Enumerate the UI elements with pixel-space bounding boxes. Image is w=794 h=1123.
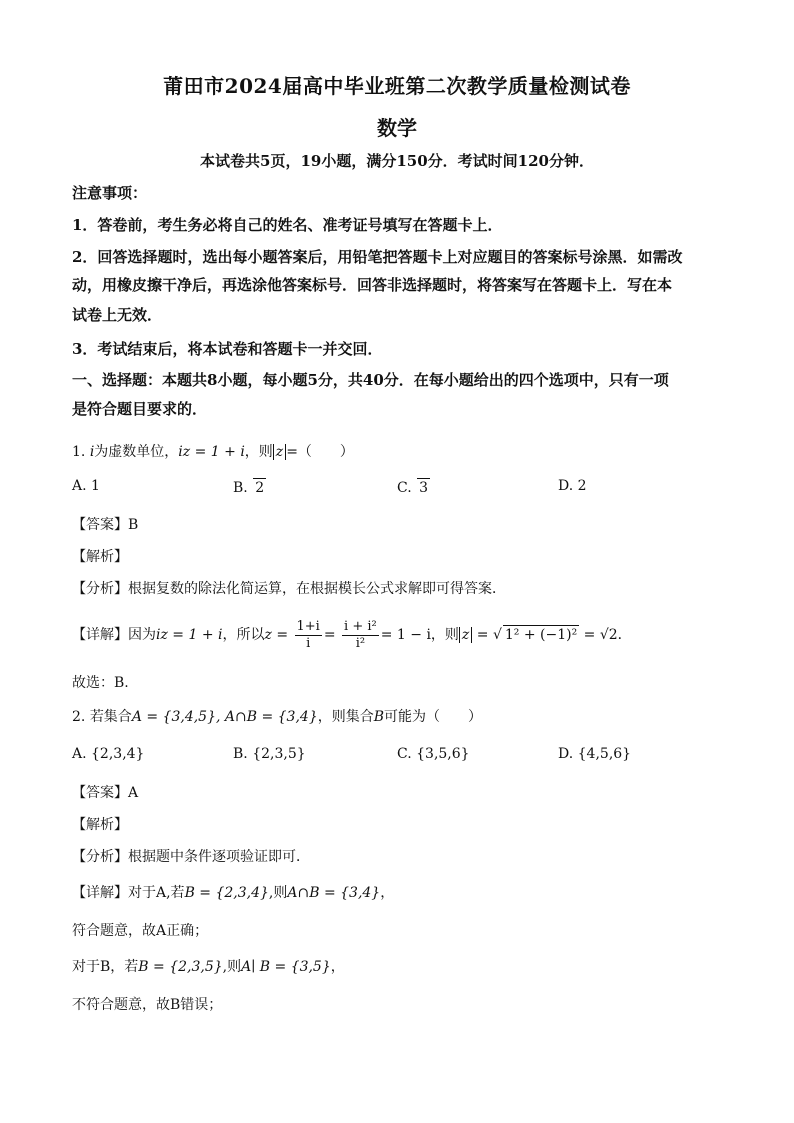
detail-line: 符合题意，故A正确； [72, 923, 209, 939]
question-number: 2. [72, 709, 86, 725]
question-2-stem: 2. 若集合A = {3,4,5}, A∩B = {3,4}，则集合B可能为（ ） [72, 709, 483, 725]
detail-line: 【详解】因为iz = 1 + i，所以z = $\frac{1+i}{i}$ = $\frac{\text{i + i²}}{\text{i²}}$ = 1 − i，则 z = √ 1² + (−1)² = √2． [72, 618, 632, 651]
option-d: D. {4,5,6} [558, 746, 632, 762]
detail-line: 【详解】对于A,若B = {2,3,4},则A∩B = {3,4}， [72, 885, 395, 901]
exam-subject: 数学 [377, 116, 417, 140]
option-c: C. {3,5,6} [397, 746, 470, 762]
answer-line: 【答案】B [72, 517, 139, 533]
exam-meta: 本试卷共5页，19小题，满分150分．考试时间120分钟． [200, 152, 594, 170]
question-2-options [72, 746, 732, 770]
analysis-tag: 【解析】 [72, 817, 128, 833]
notice-heading: 注意事项： [72, 184, 148, 202]
option-a: A. {2,3,4} [72, 746, 145, 762]
fraction: $\frac{1+i}{i}$ [296, 618, 320, 651]
notice-item-2-line-2: 动，用橡皮擦干净后，再选涂他答案标号．回答非选择题时，将答案写在答题卡上．写在本 [72, 276, 673, 294]
conclusion-line: 故选：B. [72, 675, 129, 691]
fraction: $\frac{\text{i + i²}}{\text{i²}}$ [344, 618, 377, 651]
notice-item-1: 1．答卷前，考生务必将自己的姓名、准考证号填写在答题卡上． [72, 216, 503, 234]
notice-item-2-line-3: 试卷上无效． [72, 306, 163, 324]
question-1-stem: 1. i为虚数单位，iz = 1 + i，则 z =（ ） [72, 444, 354, 460]
option-d: D. 2 [558, 478, 587, 494]
option-a: A. 1 [72, 478, 100, 494]
option-c: C. 3 [397, 480, 429, 496]
answer-line: 【答案】A [72, 785, 139, 801]
option-b: B. 2 [233, 480, 265, 496]
exam-title: 莆田市2024届高中毕业班第二次教学质量检测试卷 [163, 74, 631, 98]
detail-line: 不符合题意，故B错误； [72, 997, 223, 1013]
fenxi-line: 【分析】根据复数的除法化简运算，在根据模长公式求解即可得答案． [72, 581, 506, 597]
notice-item-2-line-1: 2．回答选择题时，选出每小题答案后，用铅笔把答题卡上对应题目的答案标号涂黑．如需改 [72, 248, 683, 266]
analysis-tag: 【解析】 [72, 549, 128, 565]
notice-item-3: 3．考试结束后，将本试卷和答题卡一并交回． [72, 340, 383, 358]
fenxi-line: 【分析】根据题中条件逐项验证即可． [72, 849, 310, 865]
detail-line: 对于B，若B = {2,3,5},则A∣ B = {3,5}， [72, 959, 345, 975]
section-heading-line-2: 是符合题目要求的． [72, 400, 208, 418]
section-heading-line-1: 一、选择题：本题共8小题，每小题5分，共40分．在每小题给出的四个选项中，只有一项 [72, 371, 669, 389]
option-b: B. {2,3,5} [233, 746, 306, 762]
question-1-options [72, 478, 732, 502]
question-number: 1. [72, 444, 86, 460]
